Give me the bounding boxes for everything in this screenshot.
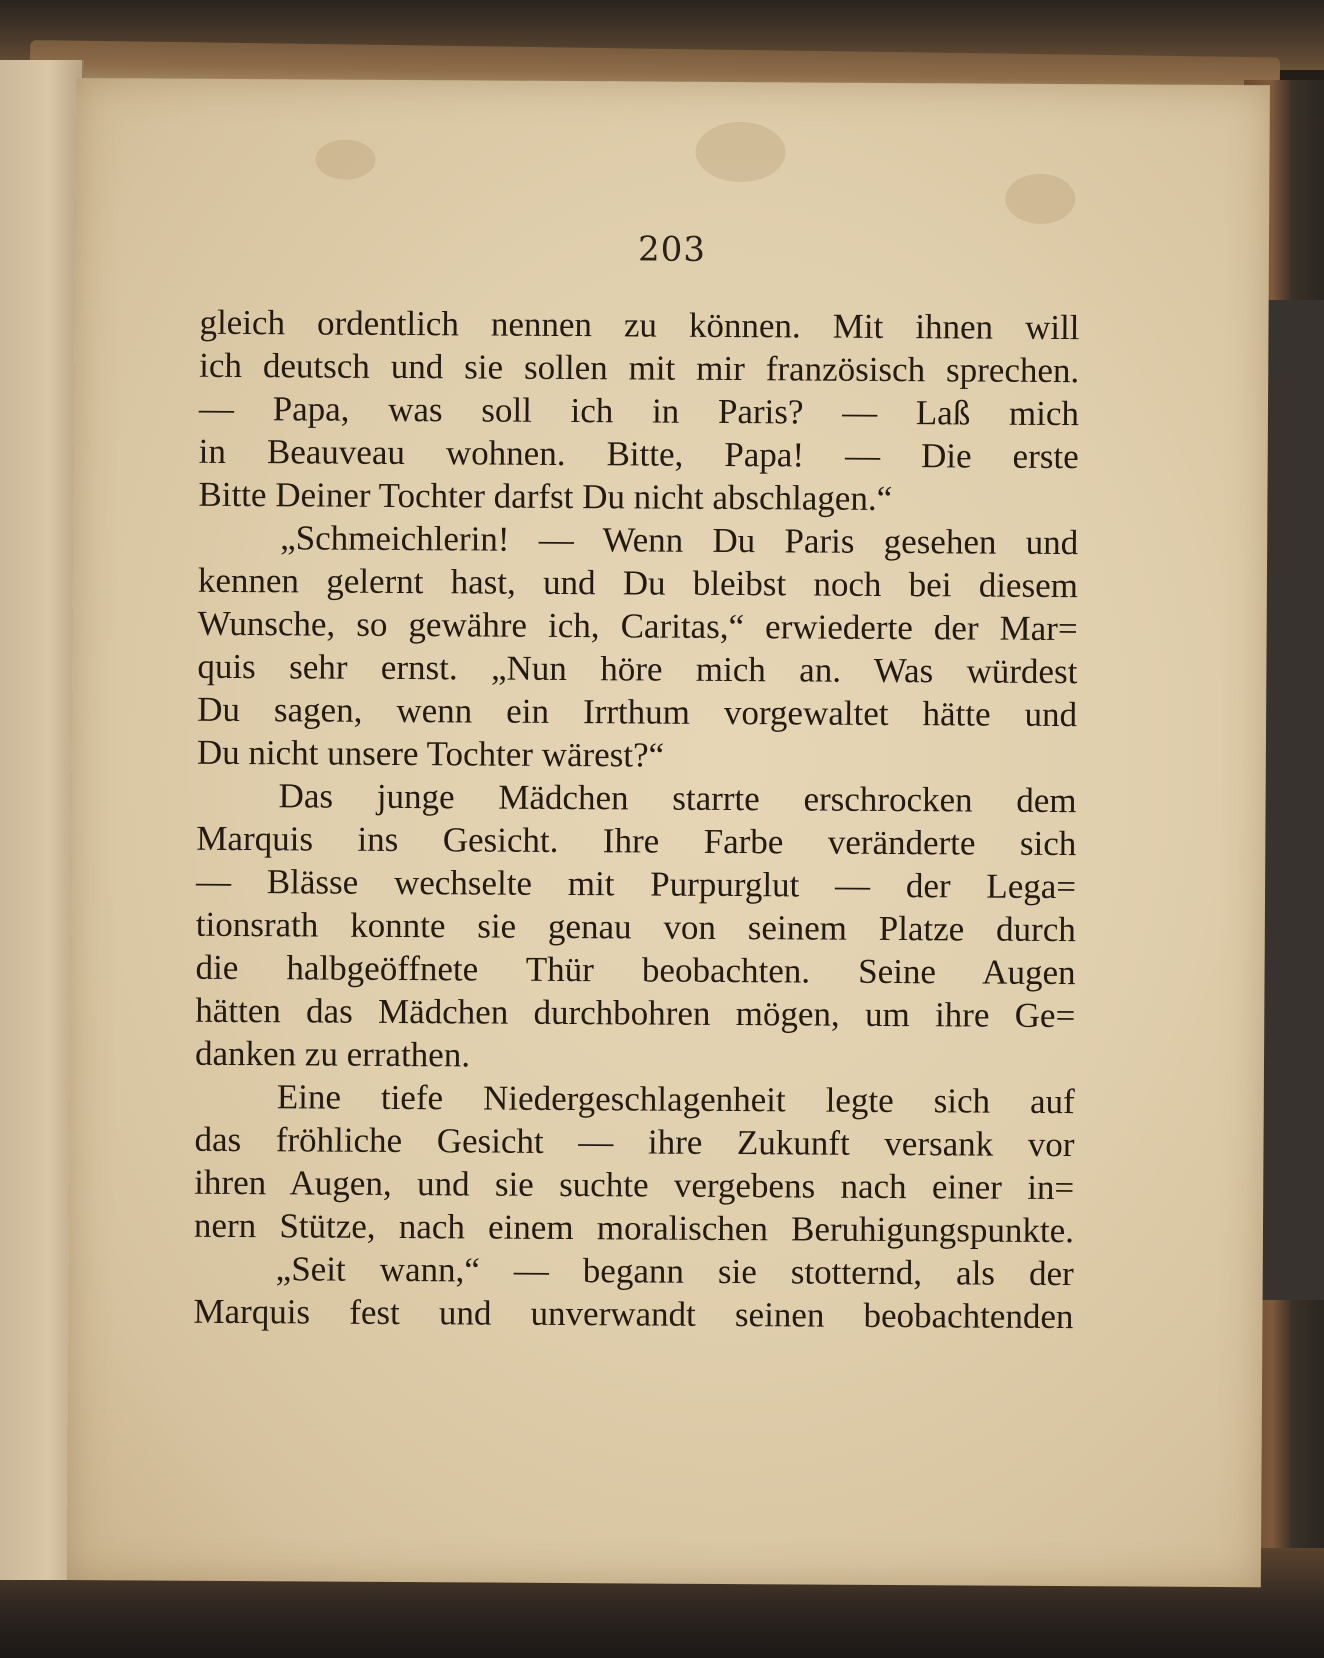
text-line: Du nicht unsere Tochter wärest?“ [196, 732, 665, 775]
text-line: Marquis ins Gesicht. Ihre Farbe veränderte sich [196, 818, 1077, 864]
text-line: in Beauveau wohnen. Bitte, Papa! — Die erste [198, 431, 1079, 477]
text-line: — Blässe wechselte mit Purpurglut — der Lega= [195, 861, 1077, 907]
text-line: Bitte Deiner Tochter darfst Du nicht abschlagen.“ [198, 474, 893, 518]
page-text [193, 301, 1079, 1338]
text-line: Eine tiefe Niedergeschlagenheit legte sich auf [276, 1077, 1075, 1122]
text-line: hätten das Mädchen durchbohren mögen, um ihre Ge= [195, 990, 1076, 1036]
text-line: „Schmeichlerin! — Wenn Du Paris gesehen und [280, 518, 1079, 563]
paper-stain [315, 139, 375, 179]
book-page [67, 78, 1270, 1587]
text-line: tionsrath konnte sie genau von seinem Platze durch [195, 904, 1076, 950]
text-line: quis sehr ernst. „Nun höre mich an. Was würdest [197, 646, 1078, 692]
text-line: „Seit wann,“ — begann sie stotternd, als der [275, 1249, 1074, 1294]
paper-stain [695, 122, 785, 183]
text-line: danken zu errathen. [194, 1033, 471, 1075]
text-line: ich deutsch und sie sollen mit mir französisch sprechen. [199, 345, 1080, 391]
page-number: 203 [637, 229, 707, 270]
text-line: das fröhliche Gesicht — ihre Zukunft versank vor [194, 1119, 1075, 1165]
text-line: gleich ordentlich nennen zu können. Mit ihnen will [199, 302, 1080, 348]
text-line: kennen gelernt hast, und Du bleibst noch bei diesem [197, 560, 1079, 606]
text-line: ihren Augen, und sie suchte vergebens nach einer in= [194, 1162, 1075, 1208]
text-line: Du sagen, wenn ein Irrthum vorgewaltet hätte und [197, 689, 1078, 735]
text-line: Wunsche, so gewähre ich, Caritas,“ erwiederte der Mar= [197, 603, 1078, 649]
text-line: Das junge Mädchen starrte erschrocken dem [278, 776, 1077, 821]
text-line: — Papa, was soll ich in Paris? — Laß mich [198, 388, 1080, 434]
text-line: nern Stütze, nach einem moralischen Beruhigungspunkte. [193, 1205, 1075, 1251]
paper-stain [1005, 174, 1075, 224]
text-line: Marquis fest und unverwandt seinen beobachtenden [193, 1291, 1074, 1337]
text-line: die halbgeöffnete Thür beobachten. Seine Augen [195, 947, 1076, 993]
